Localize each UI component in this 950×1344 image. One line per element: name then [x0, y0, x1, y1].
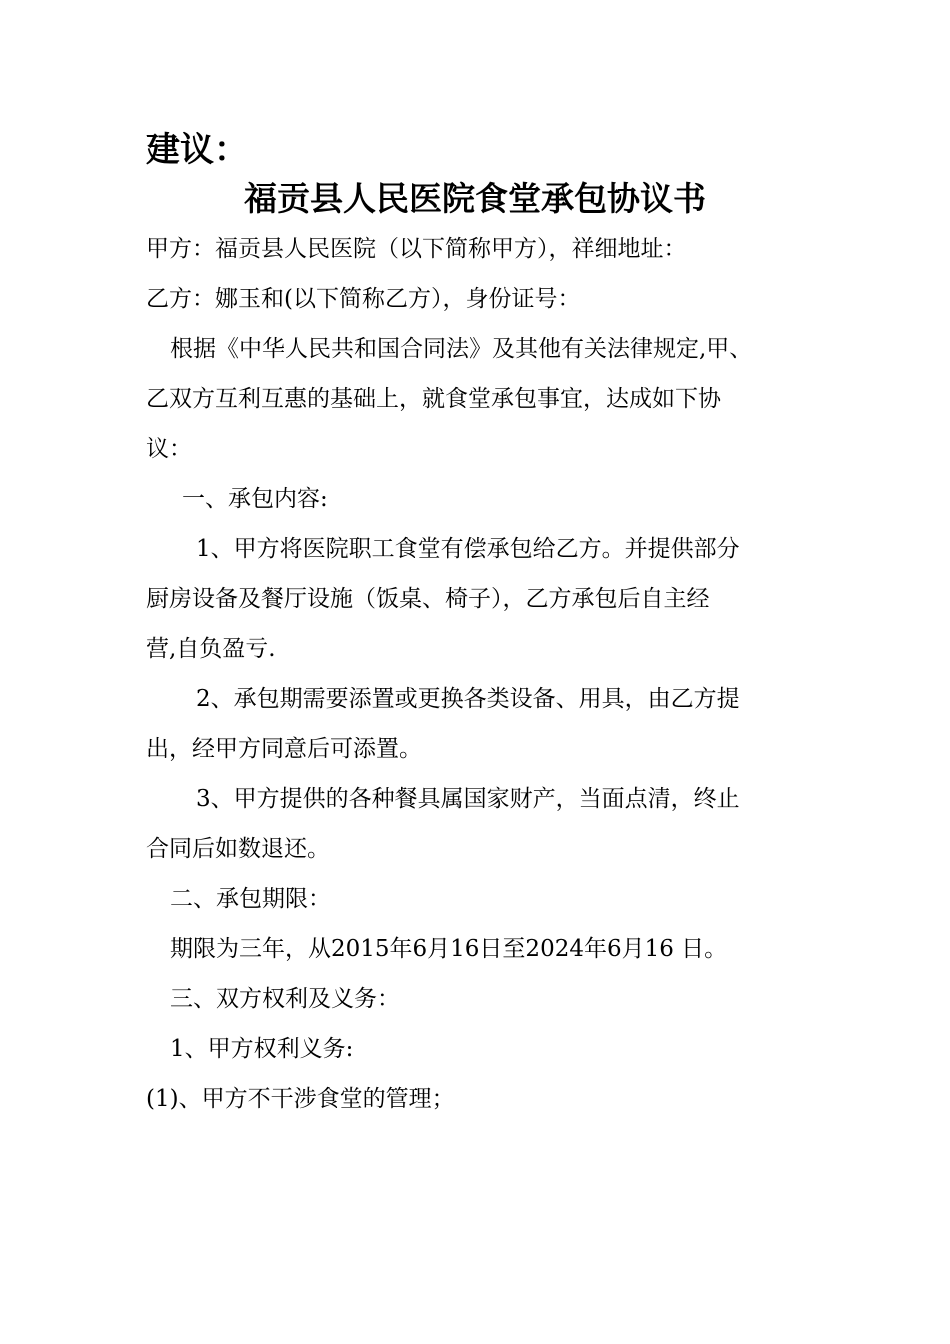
section-2-heading: 二、承包期限： [170, 886, 331, 912]
party-a-line: 甲方：福贡县人民医院（以下简称甲方），祥细地址： [146, 236, 687, 262]
section-1-heading: 一、承包内容: [182, 486, 328, 512]
preamble-line-3: 议： [146, 436, 192, 462]
clause-1-1-line-1: 1、甲方将医院职工食堂有偿承包给乙方。并提供部分 [196, 536, 740, 562]
clause-1-2-line-2: 出，经甲方同意后可添置。 [146, 736, 422, 762]
preamble-line-2: 乙双方互利互惠的基础上，就食堂承包事宜，达成如下协 [146, 386, 721, 412]
clause-1-1-line-3: 营,自负盈亏. [146, 636, 276, 662]
clause-1-3-line-1: 3、甲方提供的各种餐具属国家财产，当面点清，终止 [196, 786, 740, 812]
item-3-1-1: (1)、甲方不干涉食堂的管理； [146, 1086, 455, 1112]
subsection-3-1-heading: 1、甲方权利义务: [170, 1036, 354, 1062]
section-3-heading: 三、双方权利及义务： [170, 986, 400, 1012]
term-line: 期限为三年，从2015年6月16日至2024年6月16 日。 [170, 936, 728, 962]
clause-1-2-line-1: 2、承包期需要添置或更换各类设备、用具，由乙方提 [196, 686, 740, 712]
preamble-line-1: 根据《中华人民共和国合同法》及其他有关法律规定,甲、 [170, 336, 753, 362]
party-b-line: 乙方：娜玉和(以下简称乙方），身份证号： [146, 286, 581, 312]
clause-1-3-line-2: 合同后如数退还。 [146, 836, 330, 862]
clause-1-1-line-2: 厨房设备及餐厅设施（饭桌、椅子），乙方承包后自主经 [146, 586, 710, 612]
heading-label: 建议： [146, 130, 248, 170]
document-title: 福贡县人民医院食堂承包协议书 [244, 179, 706, 218]
